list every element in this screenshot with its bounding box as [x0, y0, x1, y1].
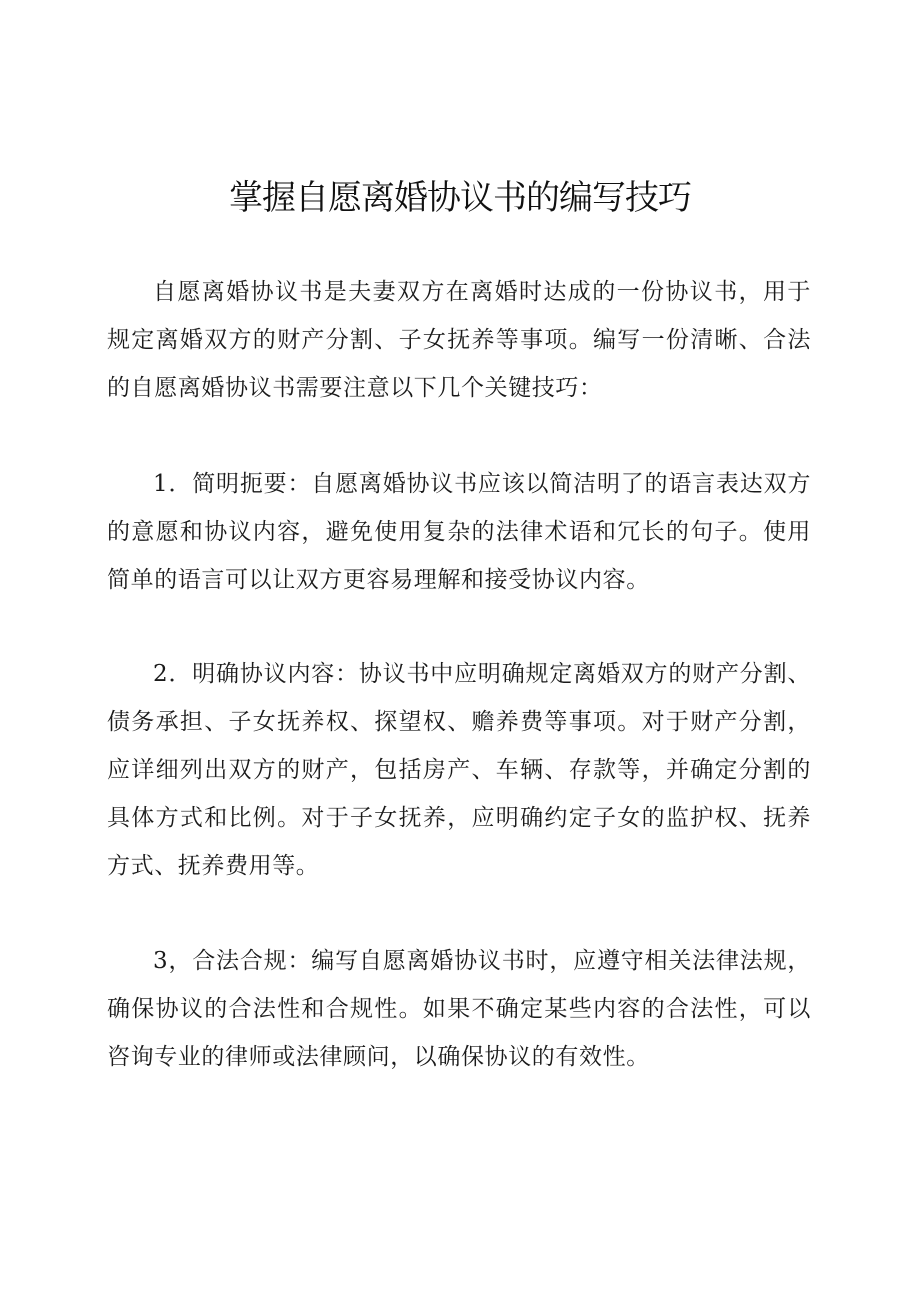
tip-1-paragraph: 1．简明扼要：自愿离婚协议书应该以简洁明了的语言表达双方的意愿和协议内容，避免使用复杂的法律术语和冗长的句子。使用简单的语言可以让双方更容易理解和接受协议内容。	[107, 471, 811, 593]
intro-paragraph: 自愿离婚协议书是夫妻双方在离婚时达成的一份协议书，用于规定离婚双方的财产分割、子女抚养等事项。编写一份清晰、合法的自愿离婚协议书需要注意以下几个关键技巧：	[107, 279, 811, 401]
tip-3-paragraph: 3，合法合规：编写自愿离婚协议书时，应遵守相关法律法规，确保协议的合法性和合规性。如果不确定某些内容的合法性，可以咨询专业的律师或法律顾问，以确保协议的有效性。	[107, 948, 811, 1070]
tip-2-paragraph: 2．明确协议内容：协议书中应明确规定离婚双方的财产分割、债务承担、子女抚养权、探望权、赡养费等事项。对于财产分割，应详细列出双方的财产，包括房产、车辆、存款等，并确定分割的具体方式和比例。对于子女抚养，应明确约定子女的监护权、抚养方式、抚养费用等。	[107, 661, 811, 879]
document-title: 掌握自愿离婚协议书的编写技巧	[229, 178, 691, 218]
